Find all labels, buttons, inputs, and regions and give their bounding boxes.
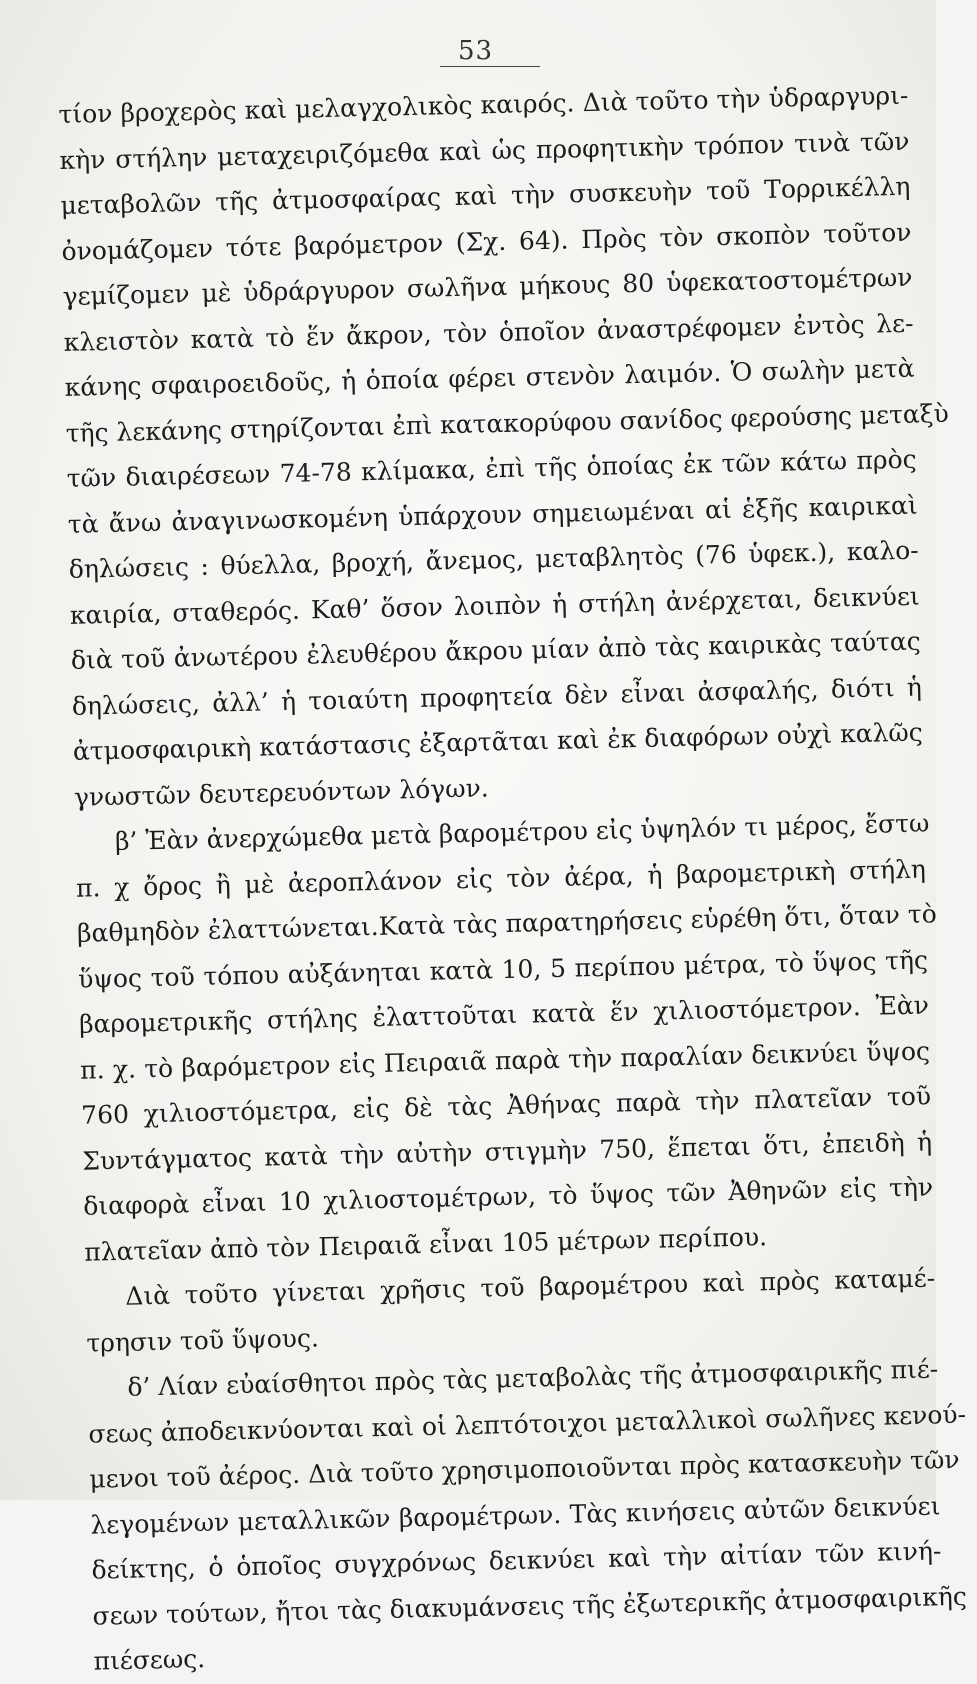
text-line: καιρία, σταθερός. Καθ’ ὅσον λοιπὸν ἡ στήλη ἀνέρχεται, δεικνύει [69, 581, 920, 630]
text-line: γεμίζομεν μὲ ὑδράργυρον σωλῆνα μήκους 80 ὑφεκατοστομέτρων [62, 262, 913, 311]
text-line: βαθμηδὸν ἐλαττώνεται.Κατὰ τὰς παρατηρήσεις εὑρέθη ὅτι, ὅταν τὸ [76, 899, 938, 948]
text-line: τῶν διαιρέσεων 74-78 κλίμακα, ἐπὶ τῆς ὁποίας ἐκ τῶν κάτω πρὸς [66, 444, 917, 493]
text-line: δ’ Λίαν εὐαίσθητοι πρὸς τὰς μεταβολὰς τῆς ἀτμοσφαιρικῆς πιέ- [127, 1354, 939, 1402]
text-line: δείκτης, ὁ ὁποῖος συγχρόνως δεικνύει καὶ τὴν αἰτίαν τῶν κινή- [91, 1536, 942, 1585]
text-line: 760 χιλιοστόμετρα, εἰς δὲ τὰς Ἀθήνας παρὰ τὴν πλατεῖαν τοῦ [80, 1081, 932, 1130]
body-text [58, 73, 968, 1684]
text-line: δηλώσεις, ἀλλ’ ἡ τοιαύτη προφητεία δὲν εἶναι ἀσφαλής, διότι ἡ [71, 672, 923, 721]
page-number: 53 [458, 36, 494, 66]
text-line: π. χ ὄρος ἢ μὲ ἀεροπλάνον εἰς τὸν ἀέρα, ἡ βαρομετρικὴ στήλη [75, 854, 927, 903]
text-line: διὰ τοῦ ἀνωτέρου ἐλευθέρου ἄκρου μίαν ἀπὸ τὰς καιρικὰς ταύτας [70, 626, 922, 675]
text-line: τῆς λεκάνης στηρίζονται ἐπὶ κατακορύφου σανίδος φερούσης μεταξὺ [65, 398, 950, 448]
text-line: κάνης σφαιροειδοῦς, ἡ ὁποία φέρει στενὸν λαιμόν. Ὁ σωλὴν μετὰ [64, 353, 915, 402]
text-line: βαρομετρικῆς στήλης ἐλαττοῦται κατὰ ἕν χιλιοστόμετρον. Ἐὰν [78, 990, 930, 1039]
text-line: τρησιν τοῦ ὕψους. [86, 1322, 320, 1358]
text-line: ὕψος τοῦ τόπου αὐξάνηται κατὰ 10, 5 περίπου μέτρα, τὸ ὕψος τῆς [77, 944, 929, 994]
text-line: λεγομένων μεταλλικῶν βαρομέτρων. Τὰς κινήσεις αὐτῶν δεικνύει [90, 1490, 941, 1540]
text-line: πλατεῖαν ἀπὸ τὸν Πειραιᾶ εἶναι 105 μέτρων περίπου. [83, 1221, 768, 1267]
text-line: π. χ. τὸ βαρόμετρον εἰς Πειραιᾶ παρὰ τὴν παραλίαν δεικνύει ὕψος [79, 1035, 931, 1085]
text-line: πιέσεως. [93, 1644, 206, 1676]
text-line: τὰ ἄνω ἀναγινωσκομένη ὑπάρχουν σημειωμέναι αἱ ἑξῆς καιρικαὶ [67, 490, 918, 539]
text-line: τίον βροχερὸς καὶ μελαγχολικὸς καιρός. Διὰ τοῦτο τὴν ὑδραργυρι- [58, 80, 909, 129]
page-number-rule [440, 66, 540, 67]
text-line: σεως ἀποδεικνύονται καὶ οἱ λεπτότοιχοι μεταλλικοὶ σωλῆνες κενού- [88, 1399, 967, 1449]
text-line: μενοι τοῦ ἀέρος. Διὰ τοῦτο χρησιμοποιοῦνται πρὸς κατασκευὴν τῶν [89, 1444, 960, 1494]
text-line: μεταβολῶν τῆς ἀτμοσφαίρας καὶ τὴν συσκευὴν τοῦ Τορρικέλλη [60, 171, 911, 220]
text-line: Διὰ τοῦτο γίνεται χρῆσις τοῦ βαρομέτρου καὶ πρὸς καταμέ- [125, 1263, 936, 1311]
text-line: κὴν στήλην μεταχειριζόμεθα καὶ ὡς προφητικὴν τρόπον τινὰ τῶν [59, 126, 910, 175]
text-line: διαφορὰ εἶναι 10 χιλιοστομέτρων, τὸ ὕψος τῶν Ἀθηνῶν εἰς τὴν [82, 1172, 934, 1221]
text-line: ἀτμοσφαιρικὴ κατάστασις ἐξαρτᾶται καὶ ἐκ διαφόρων οὐχὶ καλῶς [72, 717, 924, 766]
text-line: Συντάγματος κατὰ τὴν αὐτὴν στιγμὴν 750, ἕπεται ὅτι, ἐπειδὴ ἡ [81, 1126, 933, 1176]
text-line: κλειστὸν κατὰ τὸ ἕν ἄκρον, τὸν ὁποῖον ἀναστρέφομεν ἐντὸς λε- [63, 308, 914, 357]
text-line: β’ Ἐὰν ἀνερχώμεθα μετὰ βαρομέτρου εἰς ὑψηλόν τι μέρος, ἔστω [114, 808, 930, 856]
text-line: σεων τούτων, ἤτοι τὰς διακυμάνσεις τῆς ἐξωτερικῆς ἀτμοσφαιρικῆς [92, 1581, 968, 1631]
text-line: γνωστῶν δευτερευόντων λόγων. [73, 772, 489, 812]
text-line: δηλώσεις : θύελλα, βροχή, ἄνεμος, μεταβλητὸς (76 ὑφεκ.), καλο- [68, 535, 919, 584]
text-line: ὀνομάζομεν τότε βαρόμετρον (Σχ. 64). Πρὸς τὸν σκοπὸν τοῦτον [61, 217, 912, 266]
